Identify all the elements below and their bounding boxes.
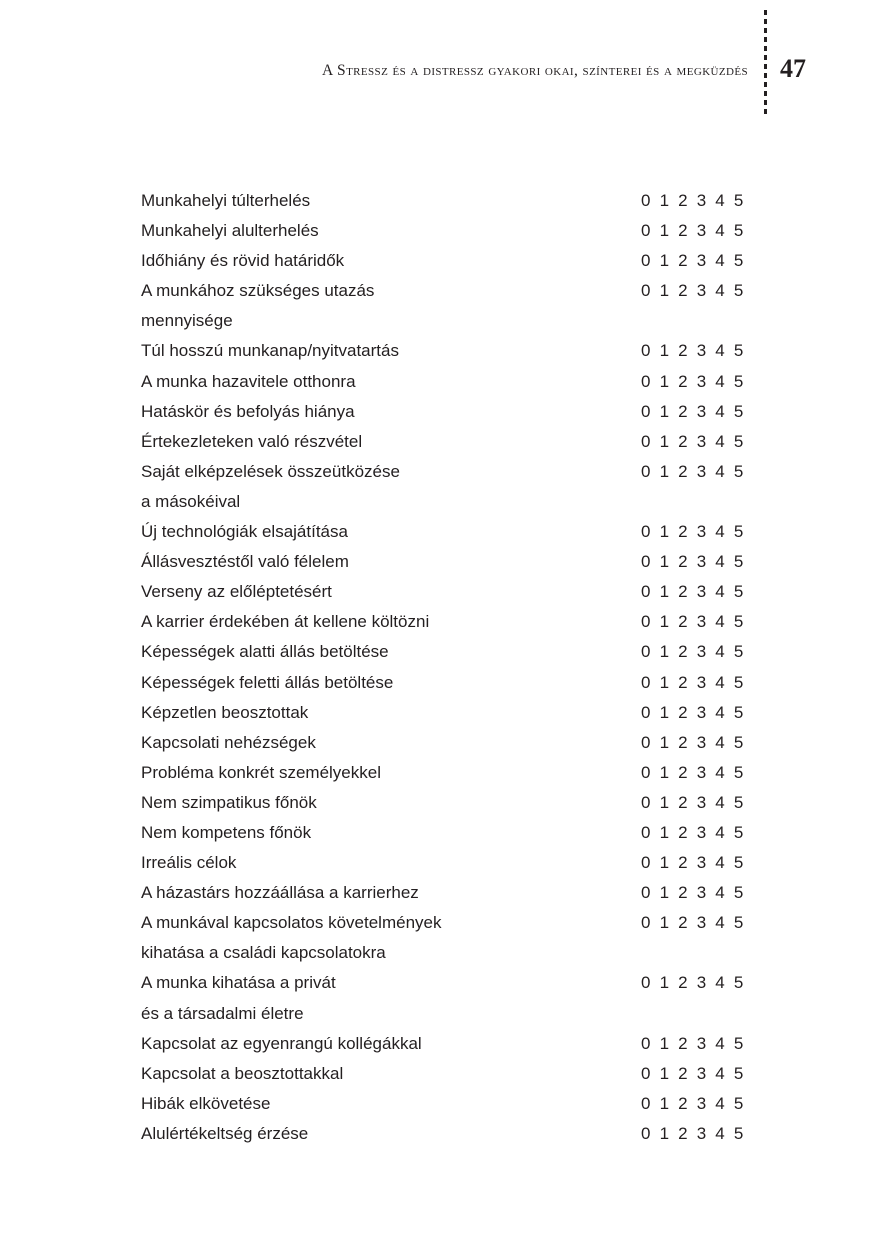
question-label: Kapcsolat a beosztottakkal — [141, 1063, 344, 1083]
rating-scale[interactable]: 0 1 2 3 4 5 — [641, 281, 746, 301]
question-label: A munka kihatása a privát — [141, 973, 336, 993]
questionnaire-row — [141, 848, 781, 878]
questionnaire-row — [141, 878, 781, 908]
questionnaire-row — [141, 487, 781, 517]
questionnaire-row — [141, 637, 781, 667]
questionnaire-row — [141, 427, 781, 457]
questionnaire-row — [141, 547, 781, 577]
rating-scale[interactable]: 0 1 2 3 4 5 — [641, 853, 746, 873]
rating-scale[interactable]: 0 1 2 3 4 5 — [641, 1033, 746, 1053]
questionnaire-row — [141, 397, 781, 427]
rating-scale[interactable]: 0 1 2 3 4 5 — [641, 973, 746, 993]
question-label: mennyisége — [141, 311, 233, 331]
questionnaire-row — [141, 758, 781, 788]
questionnaire-row — [141, 908, 781, 938]
question-label: A karrier érdekében át kellene költözni — [141, 612, 430, 632]
question-label: a másokéival — [141, 491, 241, 511]
rating-scale[interactable]: 0 1 2 3 4 5 — [641, 612, 746, 632]
question-label: Időhiány és rövid határidők — [141, 251, 345, 271]
rating-scale[interactable]: 0 1 2 3 4 5 — [641, 792, 746, 812]
question-label: Nem szimpatikus főnök — [141, 792, 317, 812]
question-label: Túl hosszú munkanap/nyitvatartás — [141, 341, 399, 361]
questionnaire-row — [141, 276, 781, 306]
question-label: Hatáskör és befolyás hiánya — [141, 401, 355, 421]
questionnaire-row — [141, 306, 781, 336]
question-label: A házastárs hozzáállása a karrierhez — [141, 883, 419, 903]
questionnaire-row — [141, 1029, 781, 1059]
question-label: A munkával kapcsolatos követelmények — [141, 913, 442, 933]
question-label: Képességek alatti állás betöltése — [141, 642, 389, 662]
question-label: kihatása a családi kapcsolatokra — [141, 943, 386, 963]
question-label: Alulértékeltség érzése — [141, 1123, 309, 1143]
questionnaire-row — [141, 698, 781, 728]
questionnaire-row — [141, 577, 781, 607]
question-label: Probléma konkrét személyekkel — [141, 762, 381, 782]
questionnaire-row — [141, 517, 781, 547]
rating-scale[interactable]: 0 1 2 3 4 5 — [641, 732, 746, 752]
rating-scale[interactable]: 0 1 2 3 4 5 — [641, 672, 746, 692]
question-label: Kapcsolati nehézségek — [141, 732, 316, 752]
questionnaire-list — [141, 186, 781, 1149]
rating-scale[interactable]: 0 1 2 3 4 5 — [641, 552, 746, 572]
running-head: A Stressz és a distressz gyakori okai, színterei és a megküzdés — [322, 62, 748, 79]
rating-scale[interactable]: 0 1 2 3 4 5 — [641, 822, 746, 842]
questionnaire-row — [141, 668, 781, 698]
questionnaire-row — [141, 1119, 781, 1149]
question-label: Munkahelyi túlterhelés — [141, 191, 311, 210]
header-dotted-rule — [764, 10, 767, 116]
questionnaire-row — [141, 1089, 781, 1119]
rating-scale[interactable]: 0 1 2 3 4 5 — [641, 401, 746, 421]
questionnaire-row — [141, 1059, 781, 1089]
questionnaire-row — [141, 607, 781, 637]
question-label: Irreális célok — [141, 853, 237, 873]
rating-scale[interactable]: 0 1 2 3 4 5 — [641, 461, 746, 481]
rating-scale[interactable]: 0 1 2 3 4 5 — [641, 702, 746, 722]
question-label: A munka hazavitele otthonra — [141, 371, 356, 391]
rating-scale[interactable]: 0 1 2 3 4 5 — [641, 431, 746, 451]
questionnaire-row — [141, 788, 781, 818]
question-label: Saját elképzelések összeütközése — [141, 461, 400, 481]
question-label: Kapcsolat az egyenrangú kollégákkal — [141, 1033, 422, 1053]
questionnaire-row — [141, 457, 781, 487]
rating-scale[interactable]: 0 1 2 3 4 5 — [641, 251, 746, 271]
questionnaire-row — [141, 336, 781, 366]
rating-scale[interactable]: 0 1 2 3 4 5 — [641, 1093, 746, 1113]
questionnaire-row — [141, 999, 781, 1029]
rating-scale[interactable]: 0 1 2 3 4 5 — [641, 762, 746, 782]
question-label: Verseny az előléptetésért — [141, 582, 332, 602]
rating-scale[interactable]: 0 1 2 3 4 5 — [641, 522, 746, 542]
rating-scale[interactable]: 0 1 2 3 4 5 — [641, 913, 746, 933]
question-label: és a társadalmi életre — [141, 1003, 304, 1023]
rating-scale[interactable]: 0 1 2 3 4 5 — [641, 582, 746, 602]
questionnaire-row — [141, 968, 781, 998]
page-number: 47 — [780, 54, 806, 83]
rating-scale[interactable]: 0 1 2 3 4 5 — [641, 371, 746, 391]
rating-scale[interactable]: 0 1 2 3 4 5 — [641, 221, 746, 241]
page-header — [0, 54, 874, 100]
question-label: Állásvesztéstől való félelem — [141, 552, 349, 572]
question-label: Képzetlen beosztottak — [141, 702, 309, 722]
question-label: A munkához szükséges utazás — [141, 281, 375, 301]
question-label: Munkahelyi alulterhelés — [141, 221, 319, 241]
question-label: Értekezleteken való részvétel — [141, 431, 363, 451]
questionnaire-row — [141, 186, 781, 216]
question-label: Új technológiák elsajátítása — [141, 522, 348, 542]
rating-scale[interactable]: 0 1 2 3 4 5 — [641, 191, 746, 210]
rating-scale[interactable]: 0 1 2 3 4 5 — [641, 642, 746, 662]
rating-scale[interactable]: 0 1 2 3 4 5 — [641, 1123, 746, 1143]
rating-scale[interactable]: 0 1 2 3 4 5 — [641, 341, 746, 361]
questionnaire-row — [141, 938, 781, 968]
questionnaire-row — [141, 246, 781, 276]
questionnaire-row — [141, 367, 781, 397]
question-label: Nem kompetens főnök — [141, 822, 312, 842]
rating-scale[interactable]: 0 1 2 3 4 5 — [641, 1063, 746, 1083]
question-label: Hibák elkövetése — [141, 1093, 271, 1113]
questionnaire-row — [141, 728, 781, 758]
questionnaire-row — [141, 216, 781, 246]
questionnaire-row — [141, 818, 781, 848]
question-label: Képességek feletti állás betöltése — [141, 672, 394, 692]
rating-scale[interactable]: 0 1 2 3 4 5 — [641, 883, 746, 903]
